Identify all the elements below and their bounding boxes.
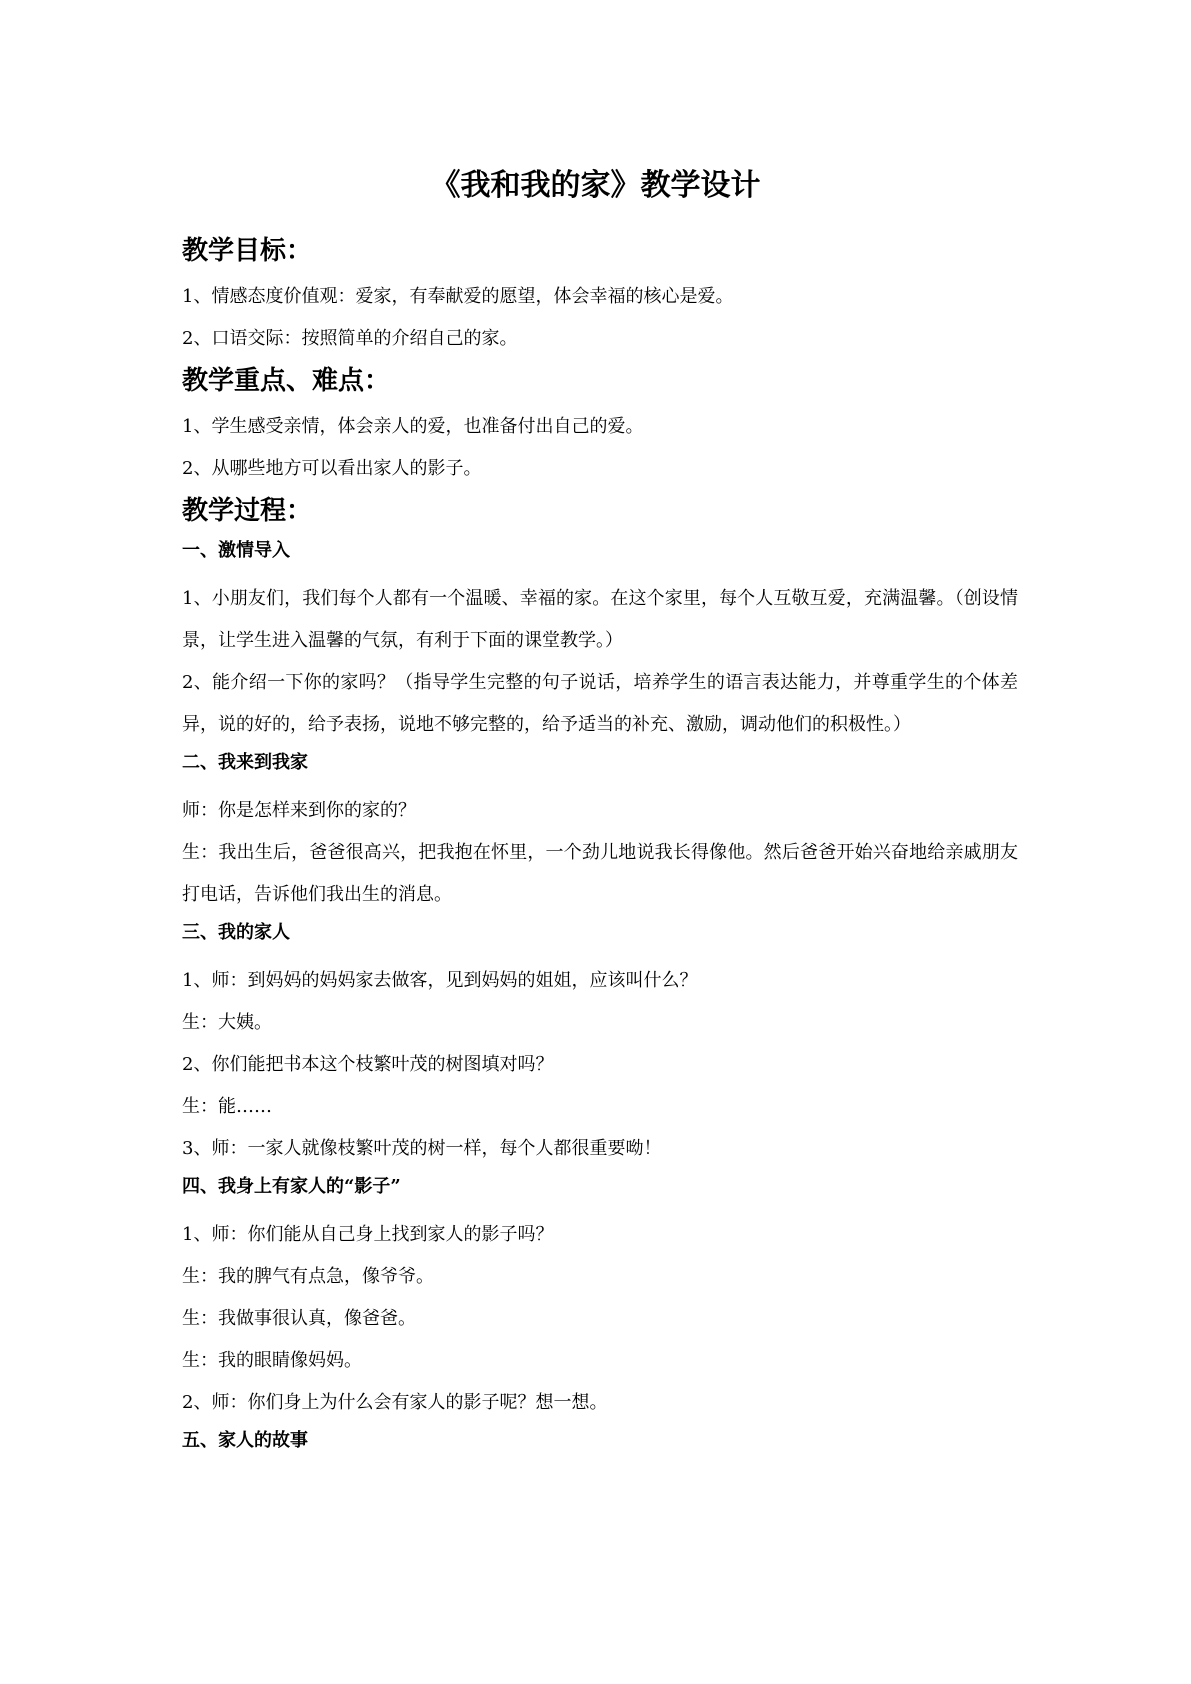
objective-item: 1、情感态度价值观：爱家，有奉献爱的愿望，体会幸福的核心是爱。 [182, 286, 734, 307]
process-paragraph: 生：我出生后，爸爸很高兴，把我抱在怀里，一个劲儿地说我长得像他。然后爸爸开始兴奋地给亲戚朋友打电话，告诉他们我出生的消息。 [182, 842, 1018, 905]
process-step-heading: 四、我身上有家人的“影子” [182, 1176, 401, 1197]
process-paragraph: 2、能介绍一下你的家吗？（指导学生完整的句子说话，培养学生的语言表达能力，并尊重学生的个体差异，说的好的，给予表扬，说地不够完整的，给予适当的补充、激励，调动他们的积极性。） [182, 672, 1018, 735]
process-paragraph: 3、师：一家人就像枝繁叶茂的树一样，每个人都很重要呦！ [182, 1138, 662, 1159]
process-paragraph: 生：我的脾气有点急，像爷爷。 [182, 1266, 434, 1287]
process-paragraph: 1、小朋友们，我们每个人都有一个温暖、幸福的家。在这个家里，每个人互敬互爱，充满温馨。（创设情景，让学生进入温馨的气氛，有利于下面的课堂教学。） [182, 588, 1018, 651]
process-step-heading: 一、激情导入 [182, 540, 290, 561]
heading-process: 教学过程： [182, 496, 313, 526]
document-body [182, 232, 1018, 1468]
document-title: 《我和我的家》教学设计 [430, 168, 761, 203]
process-paragraph: 2、你们能把书本这个枝繁叶茂的树图填对吗？ [182, 1054, 554, 1075]
process-step-heading: 五、家人的故事 [182, 1430, 308, 1451]
heading-objectives: 教学目标： [182, 236, 313, 266]
process-paragraph: 生：我的眼睛像妈妈。 [182, 1350, 362, 1371]
process-paragraph: 2、师：你们身上为什么会有家人的影子呢？想一想。 [182, 1392, 608, 1413]
process-paragraph: 生：能…… [182, 1096, 272, 1117]
process-paragraph: 生：大姨。 [182, 1012, 272, 1033]
key-point-item: 1、学生感受亲情，体会亲人的爱，也准备付出自己的爱。 [182, 416, 644, 437]
process-step-heading: 二、我来到我家 [182, 752, 308, 773]
process-paragraph: 生：我做事很认真，像爸爸。 [182, 1308, 416, 1329]
process-paragraph: 师：你是怎样来到你的家的？ [182, 800, 416, 821]
heading-key-points: 教学重点、难点： [182, 366, 391, 396]
objective-item: 2、口语交际：按照简单的介绍自己的家。 [182, 328, 518, 349]
process-paragraph: 1、师：到妈妈的妈妈家去做客，见到妈妈的姐姐，应该叫什么？ [182, 970, 698, 991]
process-paragraph: 1、师：你们能从自己身上找到家人的影子吗？ [182, 1224, 554, 1245]
key-point-item: 2、从哪些地方可以看出家人的影子。 [182, 458, 482, 479]
process-step-heading: 三、我的家人 [182, 922, 290, 943]
